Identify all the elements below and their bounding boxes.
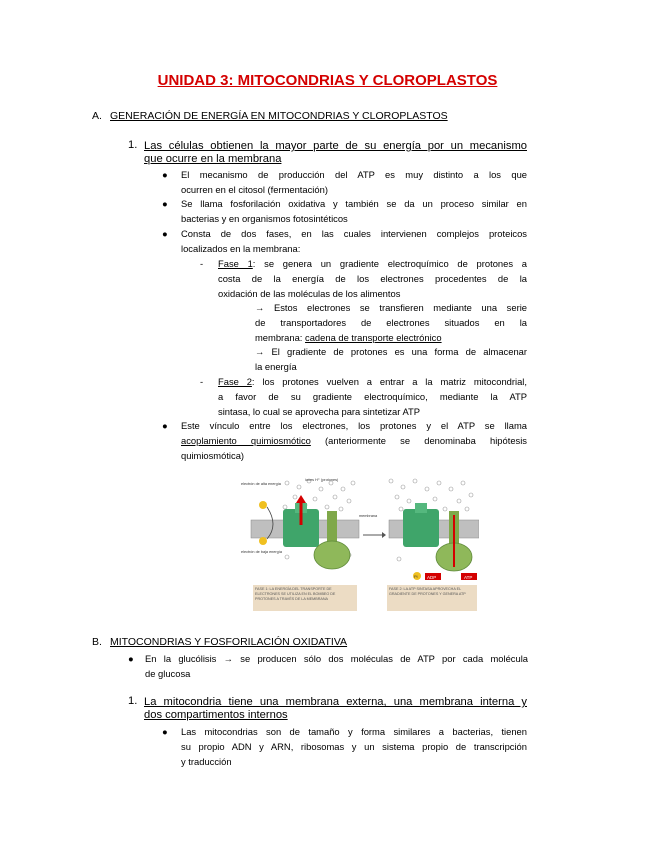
- atp-synthase-left: [314, 511, 350, 569]
- fase-1-line-1: [218, 256, 527, 271]
- section-b-title: MITOCONDRIAS Y FOSFORILACIÓN OXIDATIVA: [110, 636, 348, 648]
- section-b-heading: [92, 636, 492, 650]
- page-title: UNIDAD 3: MITOCONDRIAS Y CLOROPLASTOS: [157, 72, 498, 89]
- bullet-dot: ●: [162, 169, 168, 180]
- bullet-text: localizados en la membrana:: [181, 243, 301, 254]
- section-a-label: A.: [92, 110, 102, 122]
- bullet-fosforilacion: [162, 196, 527, 226]
- electron-transport-complex: [283, 495, 319, 547]
- chemiosmosis-figure: [239, 475, 479, 613]
- label-high-energy: electrón de alta energía: [241, 482, 281, 486]
- bullet-dot: ●: [162, 228, 168, 239]
- item-1-line-1: La mitocondria tiene una membrana externa, una membrana interna y: [144, 696, 527, 708]
- fase-1-label: Fase 1: [218, 258, 253, 269]
- electron-low: [259, 537, 267, 545]
- fase-1-block: [200, 256, 527, 374]
- figure-caption-1: FASE 1: LA ENERGÍA DEL TRANSPORTE DE ELECTRONES SE UTILIZA EN EL BOMBEO DE PROTONES A TRAVÉS DE LA MEMBRANA: [255, 587, 336, 601]
- bullet-text: En la glucólisis → se producen sólo dos moléculas de ATP por cada molécula: [145, 653, 528, 664]
- bullet-text: Las mitocondrias son de tamaño y forma similares a bacterias, tienen: [181, 726, 527, 737]
- fase-2-block: [200, 374, 527, 420]
- bullet-dot: ●: [162, 198, 168, 209]
- item-1-line-2: dos compartimentos internos: [144, 709, 288, 721]
- label-atp: ATP: [464, 575, 473, 580]
- figure-caption-2: FASE 2: LA ATP SINTASA APROVECHA EL GRADIENTE DE PROTONES Y GENERA ATP: [389, 587, 466, 596]
- label-pi: Pi: [414, 574, 418, 579]
- bullet-text: [181, 433, 527, 448]
- fase-1-arrow-1-line-2: de transportadores de electrones situados en la: [255, 317, 527, 328]
- bullet-text: de glucosa: [145, 668, 191, 679]
- fase-2-text: : los protones vuelven a entrar a la matriz mitocondrial,: [251, 376, 527, 387]
- fase-1-line-2: costa de la energía de los electrones procedentes de la: [218, 273, 527, 284]
- bullet-text: su propio ADN y ARN, ribosomas y un sistema propio de transcripción: [181, 741, 527, 752]
- dash-marker: -: [200, 376, 204, 387]
- section-a-heading: [92, 110, 492, 124]
- fase-2-label: Fase 2: [218, 376, 252, 387]
- bullet-glucolisis: [128, 651, 528, 681]
- bullet-fases: [162, 226, 527, 256]
- item-1-line-1: Las células obtienen la mayor parte de su energía por un mecanismo: [144, 140, 527, 152]
- fase-1-line-3: oxidación de las moléculas de los alimentos: [218, 288, 401, 299]
- bullet-acoplamiento: [162, 418, 527, 464]
- item-1-line-2: que ocurre en la membrana: [144, 153, 282, 165]
- bullet-text-rest: (anteriormente se denominaba hipótesis: [310, 435, 527, 446]
- bullet-text: y traducción: [181, 756, 232, 767]
- electron-transport-complex-right: [403, 503, 439, 547]
- fase-1-arrow-1-line-3: [255, 330, 442, 345]
- fase-2-line-3: sintasa, lo cual se aprovecha para sintetizar ATP: [218, 406, 421, 417]
- bullet-mitocondrias: [162, 724, 527, 770]
- label-adp: ADP: [427, 575, 437, 580]
- dash-marker: -: [200, 258, 204, 269]
- bullet-text: ocurren en el citosol (fermentación): [181, 184, 328, 195]
- fase-2-line-1: [218, 374, 527, 389]
- label-protons: iones H⁺ (protones): [305, 478, 339, 482]
- bullet-text: quimiosmótica): [181, 450, 245, 461]
- bullet-dot: ●: [128, 653, 134, 664]
- fase-1-arrow-1-line-1: → Estos electrones se transfieren mediante una serie: [255, 302, 527, 313]
- section-b-label: B.: [92, 636, 102, 648]
- membrana-text: membrana:: [255, 332, 306, 343]
- label-low-energy: electrón de baja energía: [241, 550, 282, 554]
- section-b-item-1: [128, 695, 528, 725]
- bullet-text: Consta de dos fases, en las cuales intervienen complejos proteicos: [181, 228, 527, 239]
- fase-1-arrow-2-line-2: la energía: [255, 361, 297, 372]
- bullet-dot: ●: [162, 420, 168, 431]
- bullet-text: El mecanismo de producción del ATP es muy distinto a los que: [181, 169, 527, 180]
- item-number: 1.: [128, 695, 138, 707]
- fase-1-text: : se genera un gradiente electroquímico de protones a: [252, 258, 527, 269]
- bullet-dot: ●: [162, 726, 168, 737]
- acoplamiento-term: acoplamiento quimiosmótico: [181, 435, 311, 446]
- section-a-item-1: [128, 139, 528, 169]
- bullet-text: Este vínculo entre los electrones, los protones y el ATP se llama: [181, 420, 527, 431]
- electron-high: [259, 501, 267, 509]
- fase-1-arrow-2-line-1: → El gradiente de protones es una forma de almacenar: [255, 346, 527, 357]
- item-number: 1.: [128, 139, 138, 151]
- bullet-mecanismo: [162, 167, 527, 197]
- section-a-title: GENERACIÓN DE ENERGÍA EN MITOCONDRIAS Y CLOROPLASTOS: [110, 110, 448, 122]
- cadena-transporte-term: cadena de transporte electrónico: [305, 332, 442, 343]
- bullet-text: bacterias y en organismos fotosintéticos: [181, 213, 348, 224]
- bullet-text: Se llama fosforilación oxidativa y también se da un proceso similar en: [181, 198, 527, 209]
- fase-2-line-2: a favor de su gradiente electroquímico, mediante la ATP: [218, 391, 527, 402]
- label-membrane: membrana: [359, 514, 378, 518]
